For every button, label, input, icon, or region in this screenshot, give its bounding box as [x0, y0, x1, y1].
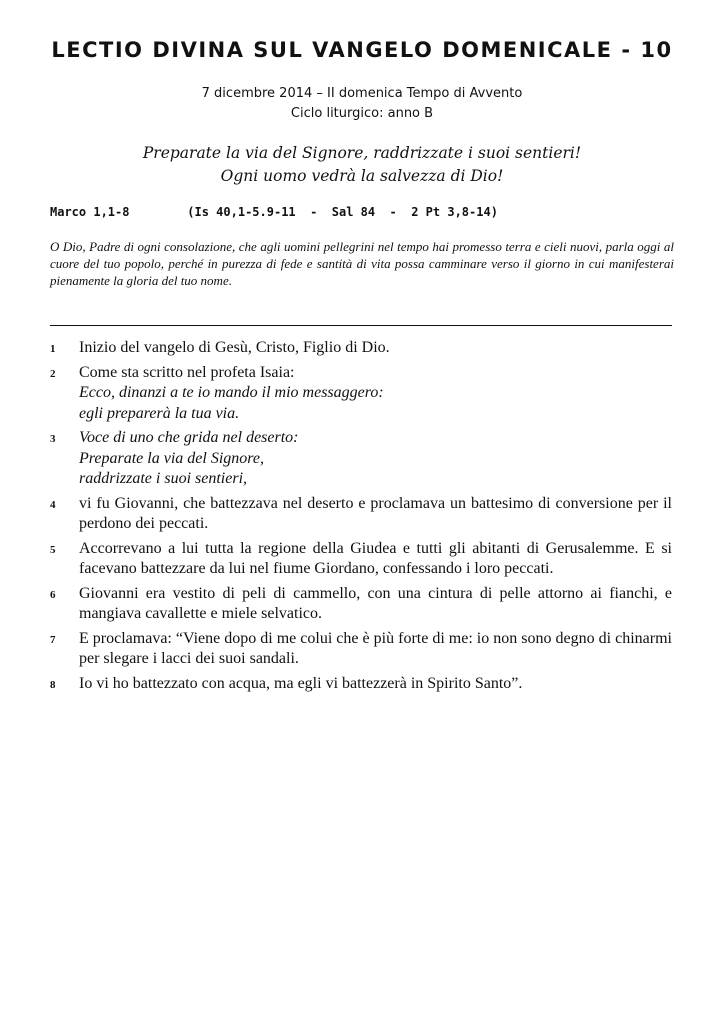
verse-number: 6: [50, 588, 56, 601]
verse-text: Giovanni era vestito di peli di cammello, con una cintura di pelle attorno ai fianchi, e mangiava cavallette e miele selvatico.: [79, 584, 672, 622]
verse-text: vi fu Giovanni, che battezzava nel deserto e proclamava un battesimo di conversione per il perdono dei peccati.: [79, 494, 672, 532]
verse-3: [50, 428, 672, 490]
verse-number: 7: [50, 633, 56, 646]
verse-number: 8: [50, 678, 56, 691]
motto-line-1: Preparate la via del Signore, raddrizzate i suoi sentieri!: [142, 144, 582, 162]
scripture-references: Marco 1,1-8 (Is 40,1-5.9-11 - Sal 84 - 2 Pt 3,8-14): [50, 205, 498, 219]
verse-number: 5: [50, 543, 56, 556]
verse-line-quote: Ecco, dinanzi a te io mando il mio messaggero:: [79, 384, 384, 401]
opening-prayer: O Dio, Padre di ogni consolazione, che agli uomini pellegrini nel tempo hai promesso terra e cieli nuovi, parla oggi al cuore del tuo popolo, perché in purezza di fede e santità di vita possa camminare verso il giorno in cui manifesterai pienamente la gloria del tuo nome.: [50, 239, 674, 288]
verse-line: Inizio del vangelo di Gesù, Cristo, Figlio di Dio.: [79, 339, 390, 356]
verse-5: [50, 539, 672, 580]
verse-number: 3: [50, 433, 56, 445]
verse-6: [50, 584, 672, 625]
verse-number: 2: [50, 367, 56, 380]
gospel-text: [50, 338, 672, 698]
verse-text: E proclamava: “Viene dopo di me colui che è più forte di me: io non sono degno di chinarmi per slegare i lacci dei suoi sandali.: [79, 629, 672, 667]
verse-8: [50, 674, 672, 695]
date-line: 7 dicembre 2014 – II domenica Tempo di Avvento: [201, 86, 523, 101]
verse-line: Come sta scritto nel profeta Isaia:: [79, 363, 295, 381]
liturgical-cycle-line: Ciclo liturgico: anno B: [290, 106, 434, 121]
verse-number: 1: [50, 343, 56, 355]
verse-number: 4: [50, 498, 56, 511]
verse-1: [50, 338, 672, 359]
verse-4: [50, 494, 672, 535]
verse-text: Accorrevano a lui tutta la regione della Giudea e tutti gli abitanti di Gerusalemme. E si facevano battezzare da lui nel fiume Giordano, confessando i loro peccati.: [79, 539, 672, 577]
verse-text: Io vi ho battezzato con acqua, ma egli vi battezzerà in Spirito Santo”.: [79, 674, 523, 692]
verse-line-quote: egli preparerà la tua via.: [79, 404, 240, 422]
motto-line-2: Ogni uomo vedrà la salvezza di Dio!: [220, 167, 504, 185]
divider-rule: [50, 325, 672, 326]
verse-2: [50, 363, 672, 425]
verse-line-quote: Voce di uno che grida nel deserto:: [79, 429, 299, 446]
document-title: LECTIO DIVINA SUL VANGELO DOMENICALE - 10: [51, 38, 673, 62]
verse-line-quote: Preparate la via del Signore,: [79, 449, 264, 467]
verse-line-quote: raddrizzate i suoi sentieri,: [79, 470, 248, 487]
verse-7: [50, 629, 672, 670]
